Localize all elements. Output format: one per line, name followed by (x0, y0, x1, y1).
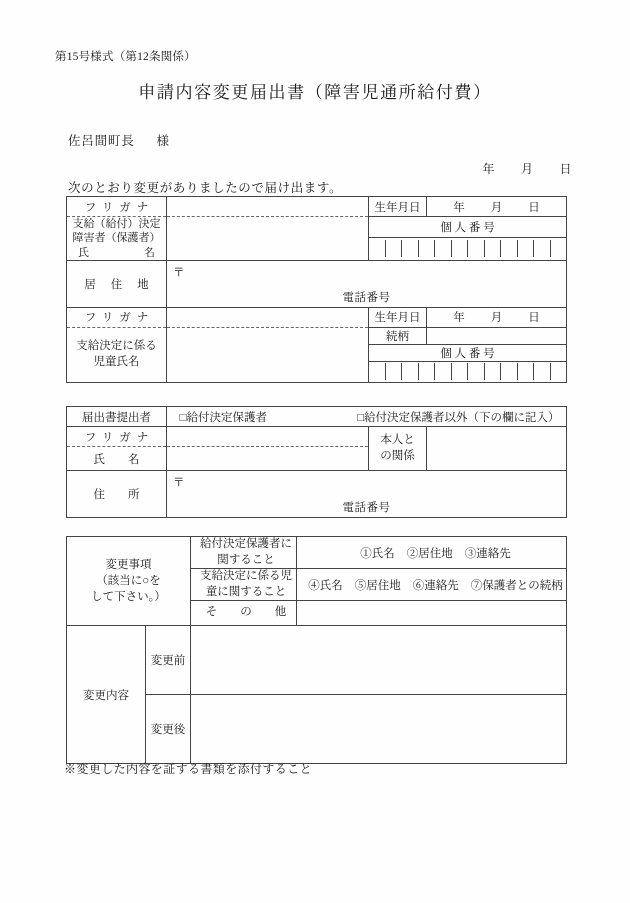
mynumber-cell[interactable] (386, 363, 403, 380)
table-row (67, 626, 567, 695)
guardian-birthdate-field[interactable] (427, 197, 567, 217)
ymd-day: 日 (528, 312, 540, 325)
child-name-label-line2: 児童氏名 (93, 355, 140, 368)
change-item-option[interactable]: ⑦保護者との続柄 (470, 579, 563, 592)
change-items-label-line3: して下さい。） (91, 591, 166, 604)
intro-sentence: 次のとおり変更がありましたので届け出ます。 (68, 181, 343, 195)
change-item-option[interactable]: ③連絡先 (464, 547, 511, 560)
checkbox-option-other[interactable]: □給付決定保護者以外（下の欄に記入） (357, 411, 560, 424)
change-values-guardian[interactable] (297, 537, 567, 569)
ymd-month: 月 (490, 312, 503, 325)
addressee-name: 佐呂間町長 (68, 134, 135, 148)
table-row (67, 427, 567, 447)
checkbox-option-guardian[interactable]: □給付決定保護者 (179, 411, 267, 424)
page-title: 申請内容変更届出書（障害児通所給付費） (138, 83, 492, 102)
ymd-year: 年 (453, 201, 465, 214)
table-row (67, 471, 567, 518)
change-before-label: 変更前 (146, 626, 191, 695)
submitter-furigana-label: フリガナ (67, 427, 167, 447)
guardian-mynumber-field[interactable] (369, 237, 567, 260)
change-items-label-line2: （該当に○を (96, 574, 161, 587)
guardian-name-label-line1: 支給（給付）決定 (72, 218, 161, 230)
date-month-label: 月 (520, 162, 534, 176)
change-item-option[interactable]: ⑥連絡先 (412, 579, 459, 592)
table-row (67, 217, 567, 238)
child-birthdate-label: 生年月日 (369, 307, 427, 327)
change-table (66, 536, 567, 764)
change-items-label (67, 537, 191, 626)
date-year-label: 年 (482, 162, 495, 176)
guardian-birthdate-label: 生年月日 (369, 197, 427, 217)
child-birthdate-ymd (453, 312, 540, 324)
table-row (67, 407, 567, 427)
submitter-table (66, 406, 567, 518)
postal-mark-icon: 〒 (173, 266, 185, 279)
child-furigana-field[interactable] (167, 307, 369, 327)
child-mynumber-label: 個 人 番 号 (369, 344, 567, 361)
mynumber-cell[interactable] (468, 363, 485, 380)
guardian-name-label (67, 217, 167, 261)
change-content-label: 変更内容 (67, 626, 146, 764)
table-row (67, 307, 567, 327)
ymd-day: 日 (528, 201, 540, 214)
child-relation-field[interactable] (427, 327, 567, 344)
ymd-month: 月 (490, 201, 503, 214)
mynumber-cell[interactable] (485, 363, 502, 380)
mynumber-cell[interactable] (386, 240, 403, 257)
mynumber-cell[interactable] (485, 240, 502, 257)
change-before-field[interactable] (191, 626, 567, 695)
change-item-option[interactable]: ①氏名 (360, 547, 395, 560)
mynumber-cell[interactable] (419, 363, 436, 380)
child-mynumber-grid[interactable] (369, 363, 566, 380)
addressee (68, 131, 170, 149)
submitter-furigana-field[interactable] (167, 427, 369, 447)
relation-to-person-line2: の関係 (380, 449, 415, 462)
change-category-guardian-line2: 関すること (217, 553, 275, 566)
mynumber-cell[interactable] (534, 240, 551, 257)
guardian-mynumber-grid[interactable] (369, 240, 566, 257)
mynumber-cell[interactable] (402, 240, 419, 257)
postal-mark-icon: 〒 (173, 477, 185, 489)
submitter-header-label: 届出書提出者 (67, 407, 167, 427)
change-values-child[interactable] (297, 569, 567, 601)
mynumber-cell[interactable] (501, 363, 518, 380)
mynumber-cell[interactable] (435, 240, 452, 257)
change-category-guardian-line1: 給付決定保護者に (200, 538, 292, 550)
change-category-child-line2: 童に関すること (205, 585, 287, 598)
birthdate-ymd (453, 202, 540, 214)
child-relation-label: 続柄 (369, 327, 427, 344)
child-name-field[interactable] (167, 327, 369, 382)
mynumber-cell[interactable] (402, 363, 419, 380)
mynumber-cell[interactable] (534, 363, 551, 380)
change-category-guardian (191, 537, 297, 569)
change-category-other: そ の 他 (191, 601, 297, 626)
date-line (482, 160, 572, 177)
child-birthdate-field[interactable] (427, 307, 567, 327)
change-item-option[interactable]: ②居住地 (406, 547, 453, 560)
table-row (67, 197, 567, 217)
residence-telephone-label: 電話番号 (342, 291, 391, 304)
mynumber-cell[interactable] (468, 240, 485, 257)
change-after-label: 変更後 (146, 695, 191, 764)
table-row (67, 260, 567, 307)
submitter-telephone-label: 電話番号 (342, 502, 391, 514)
relation-to-person-line1: 本人と (380, 433, 415, 446)
change-values-other[interactable] (297, 601, 567, 626)
change-after-field[interactable] (191, 695, 567, 764)
child-name-label-line1: 支給決定に係る (76, 340, 157, 353)
submitter-options (167, 407, 567, 427)
residence-label: 居 住 地 (67, 260, 167, 307)
guardian-name-label-line3: 氏 名 (78, 246, 155, 259)
mynumber-cell[interactable] (518, 240, 535, 257)
date-day-label: 日 (559, 162, 572, 176)
recipient-table (66, 196, 567, 383)
mynumber-cell[interactable] (551, 363, 567, 380)
form-number: 第15号様式（第12条関係） (55, 51, 196, 63)
change-category-child (191, 569, 297, 601)
addressee-honorific: 様 (156, 134, 170, 148)
table-row (67, 537, 567, 569)
mynumber-cell[interactable] (501, 240, 518, 257)
submitter-address-label: 住 所 (67, 471, 167, 518)
change-item-option[interactable]: ④氏名 (308, 579, 343, 592)
child-name-label (67, 327, 167, 382)
relation-to-person-field[interactable] (427, 427, 567, 471)
submitter-name-label: 氏 名 (67, 447, 167, 471)
guardian-name-field[interactable] (167, 217, 369, 261)
guardian-mynumber-label: 個 人 番 号 (369, 217, 567, 238)
mynumber-cell[interactable] (452, 240, 469, 257)
ymd-year: 年 (453, 312, 465, 325)
mynumber-cell[interactable] (452, 363, 469, 380)
mynumber-cell[interactable] (518, 363, 535, 380)
guardian-name-label-line2: 障害者（保護者） (72, 232, 161, 245)
table-row (67, 327, 567, 344)
change-item-option[interactable]: ⑤居住地 (354, 579, 401, 592)
mynumber-cell[interactable] (435, 363, 452, 380)
mynumber-cell[interactable] (369, 240, 386, 257)
mynumber-cell[interactable] (369, 363, 386, 380)
guardian-furigana-field[interactable] (167, 197, 369, 217)
guardian-furigana-label: フリガナ (67, 197, 167, 217)
footnote: ※変更した内容を証する書類を添付すること (64, 762, 313, 776)
submitter-address-field[interactable] (167, 471, 567, 518)
mynumber-cell[interactable] (551, 240, 567, 257)
submitter-name-field[interactable] (167, 447, 369, 471)
change-items-label-line1: 変更事項 (105, 558, 152, 571)
change-category-child-line1: 支給決定に係る児 (200, 570, 292, 583)
mynumber-cell[interactable] (419, 240, 436, 257)
residence-field[interactable] (167, 260, 567, 307)
child-furigana-label: フリガナ (67, 307, 167, 327)
relation-to-person-label (369, 427, 427, 471)
child-mynumber-field[interactable] (369, 361, 567, 382)
